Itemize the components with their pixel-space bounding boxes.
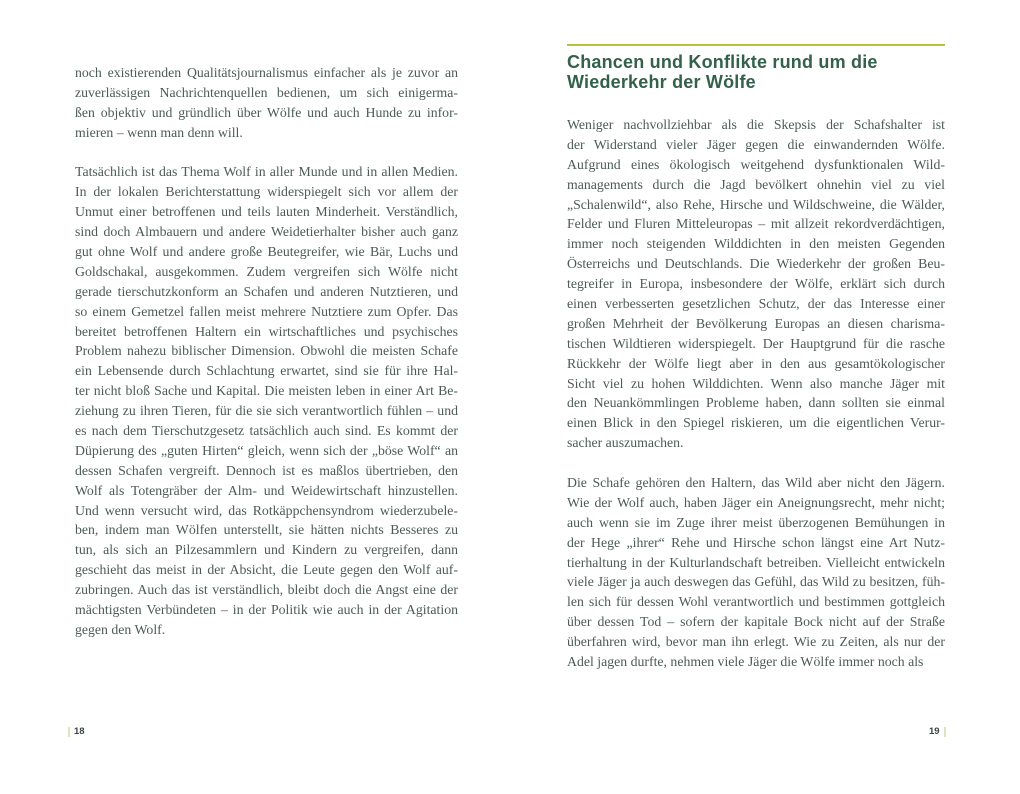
page-footer-right [929, 726, 946, 737]
text-line: gerade tierschutzkonform an Schafen und anderen Nutztieren, und [75, 283, 458, 299]
page-marker-bar [944, 727, 946, 737]
text-line: In der lokalen Berichterstattung widerspiegelt sich vor allem der [75, 184, 458, 200]
text-line: dessen Schafen vergreift. Dennoch ist es maßlos übertrieben, den [75, 462, 458, 478]
page-footer-left [68, 726, 85, 737]
paragraph [75, 63, 458, 143]
text-line: großen Mehrheit der Bevölkerung Europas an diesen charisma- [567, 315, 945, 331]
text-line: Die Schafe gehören den Haltern, das Wild aber nicht den Jägern. [567, 475, 945, 491]
heading-accent-rule [567, 44, 945, 46]
text-line: bereitet betroffenen Haltern ein wirtschaftliches und psychisches [75, 323, 458, 339]
page-number-right: 19 [929, 726, 940, 737]
text-line: Tatsächlich ist das Thema Wolf in aller Munde und in allen Medien. [75, 164, 458, 180]
text-line: gut ohne Wolf und andere große Beutegreifer, wie Bär, Luchs und [75, 244, 458, 260]
text-line: ßen objektiv und gründlich über Wölfe und auch Hunde zu infor- [75, 104, 458, 120]
text-line: Unmut einer betroffenen und teils lauten Minderheit. Verständlich, [75, 204, 458, 220]
text-line: ter nicht bloß Sache und Kapital. Die meisten leben in einer Art Be- [75, 383, 458, 399]
text-line: Wie der Wolf auch, haben Jäger ein Aneignungsrecht, mehr nicht; [567, 494, 945, 510]
text-line: managements durch die Jagd bevölkert ohnehin viel zu viel [567, 176, 945, 192]
text-line: immer noch steigenden Wilddichten in den meisten Gegenden [567, 236, 945, 252]
left-page-text-column [75, 63, 458, 660]
text-line: der Widerstand vieler Jäger gegen die einwandernden Wölfe. [567, 136, 945, 152]
text-line: Felder und Fluren Mitteleuropas – mit allzeit rekordverdächtigen, [567, 216, 945, 232]
paragraph [75, 162, 458, 639]
paragraph [567, 115, 945, 453]
text-line: einen verbesserten gesetzlichen Schutz, der das Interesse einer [567, 296, 945, 312]
text-line: tun, als sich an Pilzesammlern und Kindern zu vergreifen, dann [75, 542, 458, 558]
text-line: tegreifer in Europa, insbesondere der Wölfe, erklärt sich durch [567, 276, 945, 292]
text-line: Goldschakal, ausgekommen. Zudem vergreifen sich Wölfe nicht [75, 263, 458, 279]
text-line: sacher auszumachen. [567, 435, 684, 451]
text-line: Aufgrund eines ökologisch weitgehend dysfunktionalen Wild- [567, 156, 945, 172]
text-line: Wolf als Totengräber der Alm- und Weidewirtschaft hinzustellen. [75, 482, 458, 498]
text-line: geschieht das meist in der Absicht, die Leute gegen den Wolf auf- [75, 562, 458, 578]
text-line: Düpierung des „guten Hirten“ gleich, wenn sich der „böse Wolf“ an [75, 442, 458, 458]
text-line: „Schalenwild“, also Rehe, Hirsche und Wildschweine, die Wälder, [567, 196, 945, 212]
text-line: Rückkehr der Wölfe liegt aber in den aus gesamtökologischer [567, 355, 945, 371]
text-line: so einem Gemetzel fallen meist mehrere Nutztiere zum Opfer. Das [75, 303, 458, 319]
text-line: ben, indem man Wölfen unterstellt, sie hätten nichts Besseres zu [75, 522, 458, 538]
text-line: ein Lebensende durch Schlachtung erwartet, sind sie für ihre Hal- [75, 363, 458, 379]
text-line: mieren – wenn man denn will. [75, 124, 243, 140]
text-line: noch existierenden Qualitätsjournalismus einfacher als je zuvor an [75, 65, 458, 80]
text-line: Sicht viel zu hohen Wilddichten. Wenn also manche Jäger mit [567, 375, 945, 391]
text-line: Und wenn versucht wird, das Rotkäppchensyndrom wiederzubele- [75, 502, 458, 518]
text-line: viele Jäger ja auch deswegen das Gefühl, das Wild zu besitzen, füh- [567, 574, 945, 590]
text-line: über dessen Tod – sofern der kapitale Bock nicht auf der Straße [567, 614, 945, 630]
text-line: sind doch Almbauern und andere Weidetierhalter bisher auch ganz [75, 224, 458, 240]
page-number-left: 18 [74, 726, 85, 737]
text-line: tischen Wildtieren widerspiegelt. Der Hauptgrund für die rasche [567, 335, 945, 351]
text-line: Weniger nachvollziehbar als die Skepsis der Schafshalter ist [567, 117, 945, 132]
text-line: Chancen und Konflikte rund um die [567, 52, 878, 72]
text-line: überfahren wird, bevor man ihn erlegt. Wie zu Zeiten, als nur der [567, 634, 945, 650]
text-line: Adel jagen durfte, nehmen viele Jäger die Wölfe immer noch als [567, 654, 924, 670]
text-line: den Neuankömmlingen Probleme haben, dann sollten sie einmal [567, 395, 945, 411]
text-line: tierhaltung in der Kulturlandschaft betreiben. Vielleicht entwickeln [567, 554, 945, 570]
text-line: gegen den Wolf. [75, 621, 166, 637]
text-line: ziehung zu ihren Tieren, für die sie sich verantwortlich fühlen – und [75, 403, 458, 419]
text-line: es nach dem Tierschutzgesetz tatsächlich auch sind. Es kommt der [75, 423, 458, 439]
text-line: mächtigsten Verbündeten – in der Politik wie auch in der Agitation [75, 602, 458, 618]
text-line: Wiederkehr der Wölfe [567, 71, 756, 92]
section-heading [567, 53, 945, 92]
text-line: len sich für dessen Wohl verantwortlich und bestimmen gottgleich [567, 594, 945, 610]
text-line: Österreichs und Deutschlands. Die Wiederkehr der großen Beu- [567, 256, 945, 272]
text-line: der Hege „ihrer“ Rehe und Hirsche schon längst eine Art Nutz- [567, 534, 945, 550]
text-line: Problem nahezu biblischer Dimension. Obwohl die meisten Schafe [75, 343, 458, 359]
page-marker-bar [68, 727, 70, 737]
text-line: zubringen. Auch das ist verständlich, bleibt doch die Angst eine der [75, 582, 458, 598]
text-line: einen Blick in den Spiegel riskieren, um die eigentlichen Verur- [567, 415, 945, 431]
text-line: zuverlässigen Nachrichtenquellen bedienen, um sich einigerma- [75, 84, 458, 100]
right-page-text-column [567, 44, 945, 692]
paragraph [567, 473, 945, 672]
text-line: auch wenn sie im Zuge ihrer meist überzogenen Bemühungen in [567, 514, 945, 530]
